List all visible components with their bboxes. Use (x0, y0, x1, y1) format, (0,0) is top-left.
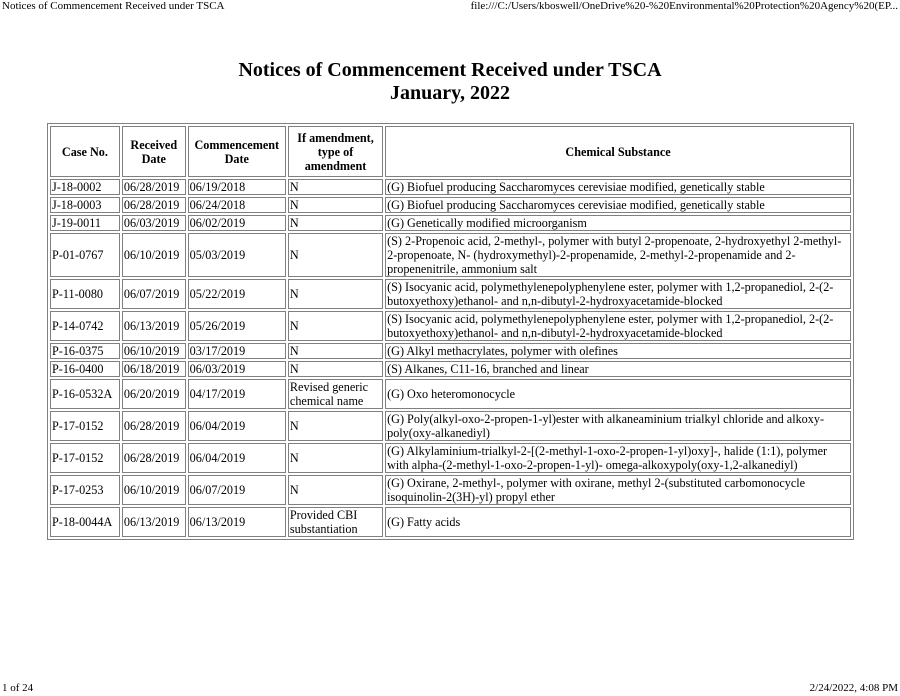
cell-chemical-substance: (G) Alkyl methacrylates, polymer with olefines (385, 343, 851, 359)
cell-commencement-date: 06/13/2019 (188, 507, 286, 537)
title-line-2: January, 2022 (389, 82, 511, 104)
cell-case-no: P-17-0152 (50, 443, 120, 473)
notices-table (47, 123, 854, 540)
cell-amendment: Revised generic chemical name (288, 379, 383, 409)
cell-commencement-date: 06/02/2019 (188, 215, 286, 231)
print-header-url: file:///C:/Users/kboswell/OneDrive%20-%20Environmental%20Protection%20Agency%20(EP... (470, 0, 898, 12)
cell-case-no: P-16-0532A (50, 379, 120, 409)
document-title (0, 59, 900, 105)
cell-commencement-date: 06/24/2018 (188, 197, 286, 213)
cell-received-date: 06/13/2019 (122, 507, 186, 537)
cell-chemical-substance: (G) Biofuel producing Saccharomyces cerevisiae modified, genetically stable (385, 179, 851, 195)
page-cut-mask (47, 623, 854, 629)
cell-amendment: N (288, 361, 383, 377)
header-amendment: If amendment, type of amendment (288, 126, 383, 177)
table-row (50, 411, 851, 441)
table-row (50, 443, 851, 473)
cell-amendment: N (288, 279, 383, 309)
cell-case-no: P-17-0253 (50, 475, 120, 505)
cell-amendment: N (288, 343, 383, 359)
table-row (50, 343, 851, 359)
header-received-date: Received Date (122, 126, 186, 177)
cell-received-date: 06/28/2019 (122, 411, 186, 441)
table-row (50, 279, 851, 309)
cell-commencement-date: 06/03/2019 (188, 361, 286, 377)
cell-amendment: Provided CBI substantiation (288, 507, 383, 537)
cell-case-no: P-14-0742 (50, 311, 120, 341)
cell-amendment: N (288, 197, 383, 213)
cell-commencement-date: 03/17/2019 (188, 343, 286, 359)
cell-amendment: N (288, 475, 383, 505)
table-row (50, 179, 851, 195)
cell-chemical-substance: (G) Alkylaminium-trialkyl-2-[(2-methyl-1-oxo-2-propen-1-yl)oxy]-, halide (1:1), polymer with alpha-(2-methyl-1-oxo-2-propen-1-yl)- omega-alkoxypoly(oxy-1,2-alkanediyl) (385, 443, 851, 473)
cell-chemical-substance: (G) Poly(alkyl-oxo-2-propen-1-yl)ester with alkaneaminium trialkyl chloride and alkoxy-poly(oxy-alkanediyl) (385, 411, 851, 441)
cell-commencement-date: 05/03/2019 (188, 233, 286, 277)
cell-chemical-substance: (G) Oxo heteromonocycle (385, 379, 851, 409)
cell-received-date: 06/07/2019 (122, 279, 186, 309)
cell-chemical-substance: (G) Genetically modified microorganism (385, 215, 851, 231)
cell-chemical-substance: (S) Isocyanic acid, polymethylenepolyphenylene ester, polymer with 1,2-propanediol, 2-(2-butoxyethoxy)ethanol- and n,n-dibutyl-2-hydroxyacetamide-blocked (385, 279, 851, 309)
cell-received-date: 06/13/2019 (122, 311, 186, 341)
print-header-title: Notices of Commencement Received under TSCA (2, 0, 225, 12)
table-row (50, 361, 851, 377)
cell-amendment: N (288, 443, 383, 473)
cell-received-date: 06/10/2019 (122, 233, 186, 277)
cell-chemical-substance: (S) Isocyanic acid, polymethylenepolyphenylene ester, polymer with 1,2-propanediol, 2-(2-butoxyethoxy)ethanol- and n,n-dibutyl-2-hydroxyacetamide-blocked (385, 311, 851, 341)
cell-received-date: 06/28/2019 (122, 443, 186, 473)
title-line-1: Notices of Commencement Received under TSCA (238, 59, 662, 81)
table-body (50, 179, 851, 537)
print-footer-timestamp: 2/24/2022, 4:08 PM (809, 682, 898, 694)
cell-chemical-substance: (S) Alkanes, C11-16, branched and linear (385, 361, 851, 377)
cell-received-date: 06/20/2019 (122, 379, 186, 409)
cell-case-no: P-17-0152 (50, 411, 120, 441)
cell-case-no: P-11-0080 (50, 279, 120, 309)
table-row (50, 475, 851, 505)
cell-received-date: 06/28/2019 (122, 197, 186, 213)
cell-commencement-date: 06/07/2019 (188, 475, 286, 505)
cell-amendment: N (288, 179, 383, 195)
cell-commencement-date: 05/26/2019 (188, 311, 286, 341)
cell-chemical-substance: (S) 2-Propenoic acid, 2-methyl-, polymer with butyl 2-propenoate, 2-hydroxyethyl 2-methyl-2-propenoate, N- (hydroxymethyl)-2-propenamide, 2-methyl-2-propenamide and 2-propenenitrile, ammonium salt (385, 233, 851, 277)
table-row (50, 507, 851, 537)
notices-table-wrapper (47, 123, 854, 540)
cell-commencement-date: 05/22/2019 (188, 279, 286, 309)
cell-amendment: N (288, 411, 383, 441)
cell-case-no: P-01-0767 (50, 233, 120, 277)
cell-commencement-date: 06/04/2019 (188, 443, 286, 473)
cell-amendment: N (288, 215, 383, 231)
header-chemical-substance: Chemical Substance (385, 126, 851, 177)
cell-amendment: N (288, 233, 383, 277)
table-header-row (50, 126, 851, 177)
cell-chemical-substance: (G) Oxirane, 2-methyl-, polymer with oxirane, methyl 2-(substituted carbomonocycle isoquinolin-2(3H)-yl) propyl ether (385, 475, 851, 505)
print-footer-page: 1 of 24 (2, 682, 34, 694)
table-row (50, 197, 851, 213)
cell-case-no: P-16-0400 (50, 361, 120, 377)
table-row (50, 379, 851, 409)
cell-commencement-date: 06/19/2018 (188, 179, 286, 195)
cell-case-no: J-18-0002 (50, 179, 120, 195)
header-commencement-date: Commencement Date (188, 126, 286, 177)
cell-received-date: 06/18/2019 (122, 361, 186, 377)
cell-case-no: J-18-0003 (50, 197, 120, 213)
cell-case-no: P-18-0044A (50, 507, 120, 537)
cell-received-date: 06/28/2019 (122, 179, 186, 195)
cell-chemical-substance: (G) Fatty acids (385, 507, 851, 537)
cell-commencement-date: 04/17/2019 (188, 379, 286, 409)
cell-case-no: J-19-0011 (50, 215, 120, 231)
cell-commencement-date: 06/04/2019 (188, 411, 286, 441)
cell-received-date: 06/03/2019 (122, 215, 186, 231)
cell-case-no: P-16-0375 (50, 343, 120, 359)
table-row (50, 215, 851, 231)
table-row (50, 311, 851, 341)
header-case-no: Case No. (50, 126, 120, 177)
cell-chemical-substance: (G) Biofuel producing Saccharomyces cerevisiae modified, genetically stable (385, 197, 851, 213)
cell-amendment: N (288, 311, 383, 341)
cell-received-date: 06/10/2019 (122, 343, 186, 359)
cell-received-date: 06/10/2019 (122, 475, 186, 505)
table-row (50, 233, 851, 277)
